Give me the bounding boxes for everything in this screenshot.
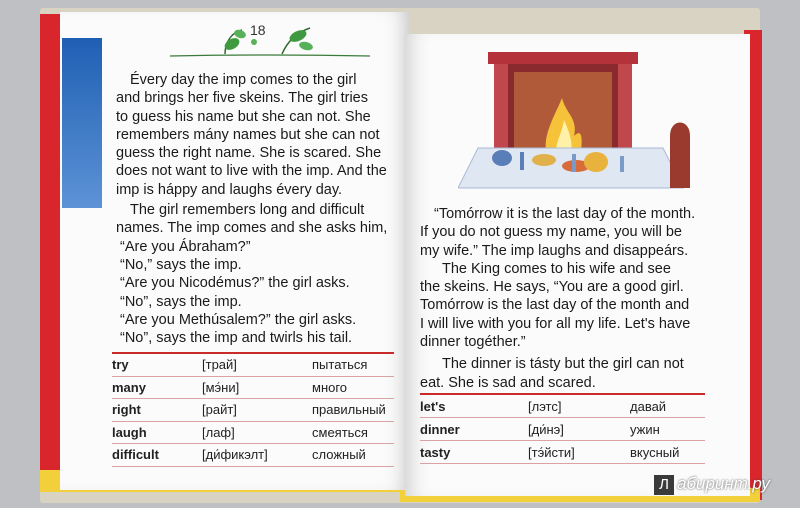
fireplace-dinner-illustration	[458, 48, 708, 198]
left-page-text	[116, 71, 401, 347]
text-line: Tomórrow is the last day of the month and	[420, 297, 690, 314]
text-line: The dinner is tásty but the girl can not	[442, 356, 684, 373]
vocab-row	[112, 354, 394, 377]
story-paragraph	[116, 71, 401, 199]
vocab-transcription: [тэ́йсти]	[528, 444, 575, 460]
vocab-translation: давай	[630, 398, 667, 414]
vocab-transcription: [райт]	[202, 402, 237, 418]
vocab-transcription: [мэ́ни]	[202, 379, 240, 395]
vocab-row	[420, 395, 705, 418]
text-line: “Tomórrow it is the last day of the month.	[434, 206, 696, 222]
blue-decoration-bar	[62, 38, 102, 208]
vocab-word: right	[112, 402, 141, 418]
header-ornament	[170, 14, 370, 60]
text-line: eat. She is sad and scared.	[420, 374, 596, 391]
text-line: “Are you Nicodémus?” the girl asks.	[120, 275, 350, 292]
vocab-transcription: [трай]	[202, 357, 237, 373]
text-line: If you do not guess my name, you will be	[420, 224, 682, 241]
text-line: The King comes to his wife and see	[442, 260, 671, 277]
vocab-transcription: [ди́нэ]	[528, 421, 564, 437]
vocab-row	[112, 377, 394, 400]
text-line: guess the right name. She is scared. She	[116, 145, 382, 162]
labirint-logo-icon: Л	[654, 475, 674, 495]
vocab-word: many	[112, 379, 146, 395]
vocab-word: laugh	[112, 424, 147, 440]
vocab-word: difficult	[112, 447, 159, 463]
vocab-transcription: [ди́фикэлт]	[202, 447, 268, 463]
vocab-word: let's	[420, 398, 446, 414]
vocab-transcription: [лаф]	[202, 424, 235, 440]
text-line: remembers mány names but she can not	[116, 126, 380, 143]
text-line: imp is hápру and laughs évery day.	[116, 181, 343, 198]
story-paragraph	[116, 201, 401, 347]
text-line: the skeins. He says, “You are a good girl.	[420, 279, 684, 296]
vocab-word: try	[112, 357, 129, 373]
story-paragraph	[420, 205, 715, 260]
text-line: “No,” says the imp.	[120, 256, 242, 273]
vocab-row	[112, 399, 394, 422]
vocab-row	[112, 444, 394, 467]
text-line: and brings her five skeins. The girl tries	[116, 90, 368, 107]
vocab-word: dinner	[420, 421, 460, 437]
labirint-watermark	[654, 474, 770, 495]
vocab-translation: сложный	[312, 447, 366, 463]
page-number: 18	[250, 22, 266, 38]
text-line: Évery day the imp comes to the girl	[130, 72, 357, 88]
vocab-translation: пытаться	[312, 357, 368, 373]
vocab-translation: ужин	[630, 421, 660, 437]
vocab-row	[112, 422, 394, 445]
watermark-text: абиринт.ру	[677, 474, 770, 493]
vocab-translation: смеяться	[312, 424, 368, 440]
text-line: “Are you Ábraham?”	[120, 238, 251, 255]
vocabulary-table	[112, 352, 394, 467]
story-paragraph	[420, 355, 715, 392]
text-line: does not want to live with the imp. And the	[116, 163, 387, 180]
text-line: my wife.” The imp laughs and disappeárs.	[420, 242, 689, 259]
text-line: “No”, says the imp and twirls his tail.	[120, 330, 353, 347]
vocab-translation: много	[312, 379, 348, 395]
right-page-text	[420, 205, 715, 392]
book-spine-red	[40, 14, 62, 484]
text-line: names. The imp comes and she asks him,	[116, 220, 388, 237]
text-line: I will live with you for all my life. Let's have	[420, 315, 691, 332]
text-line: “No”, says the imp.	[120, 293, 242, 310]
vocab-transcription: [лэтс]	[528, 398, 562, 414]
vocab-translation: правильный	[312, 402, 386, 418]
story-paragraph	[420, 260, 715, 351]
vocabulary-table	[420, 393, 705, 464]
text-line: dinner togéther.”	[420, 334, 526, 351]
vocab-row	[420, 418, 705, 441]
vocab-row	[420, 441, 705, 464]
vocab-word: tasty	[420, 444, 451, 460]
text-line: “Are you Methúsalem?” the girl asks.	[120, 311, 357, 328]
text-line: to guess his name but she can not. She	[116, 108, 371, 125]
text-line: The girl remembers long and difficult	[130, 202, 365, 219]
vocab-translation: вкусный	[630, 444, 680, 460]
